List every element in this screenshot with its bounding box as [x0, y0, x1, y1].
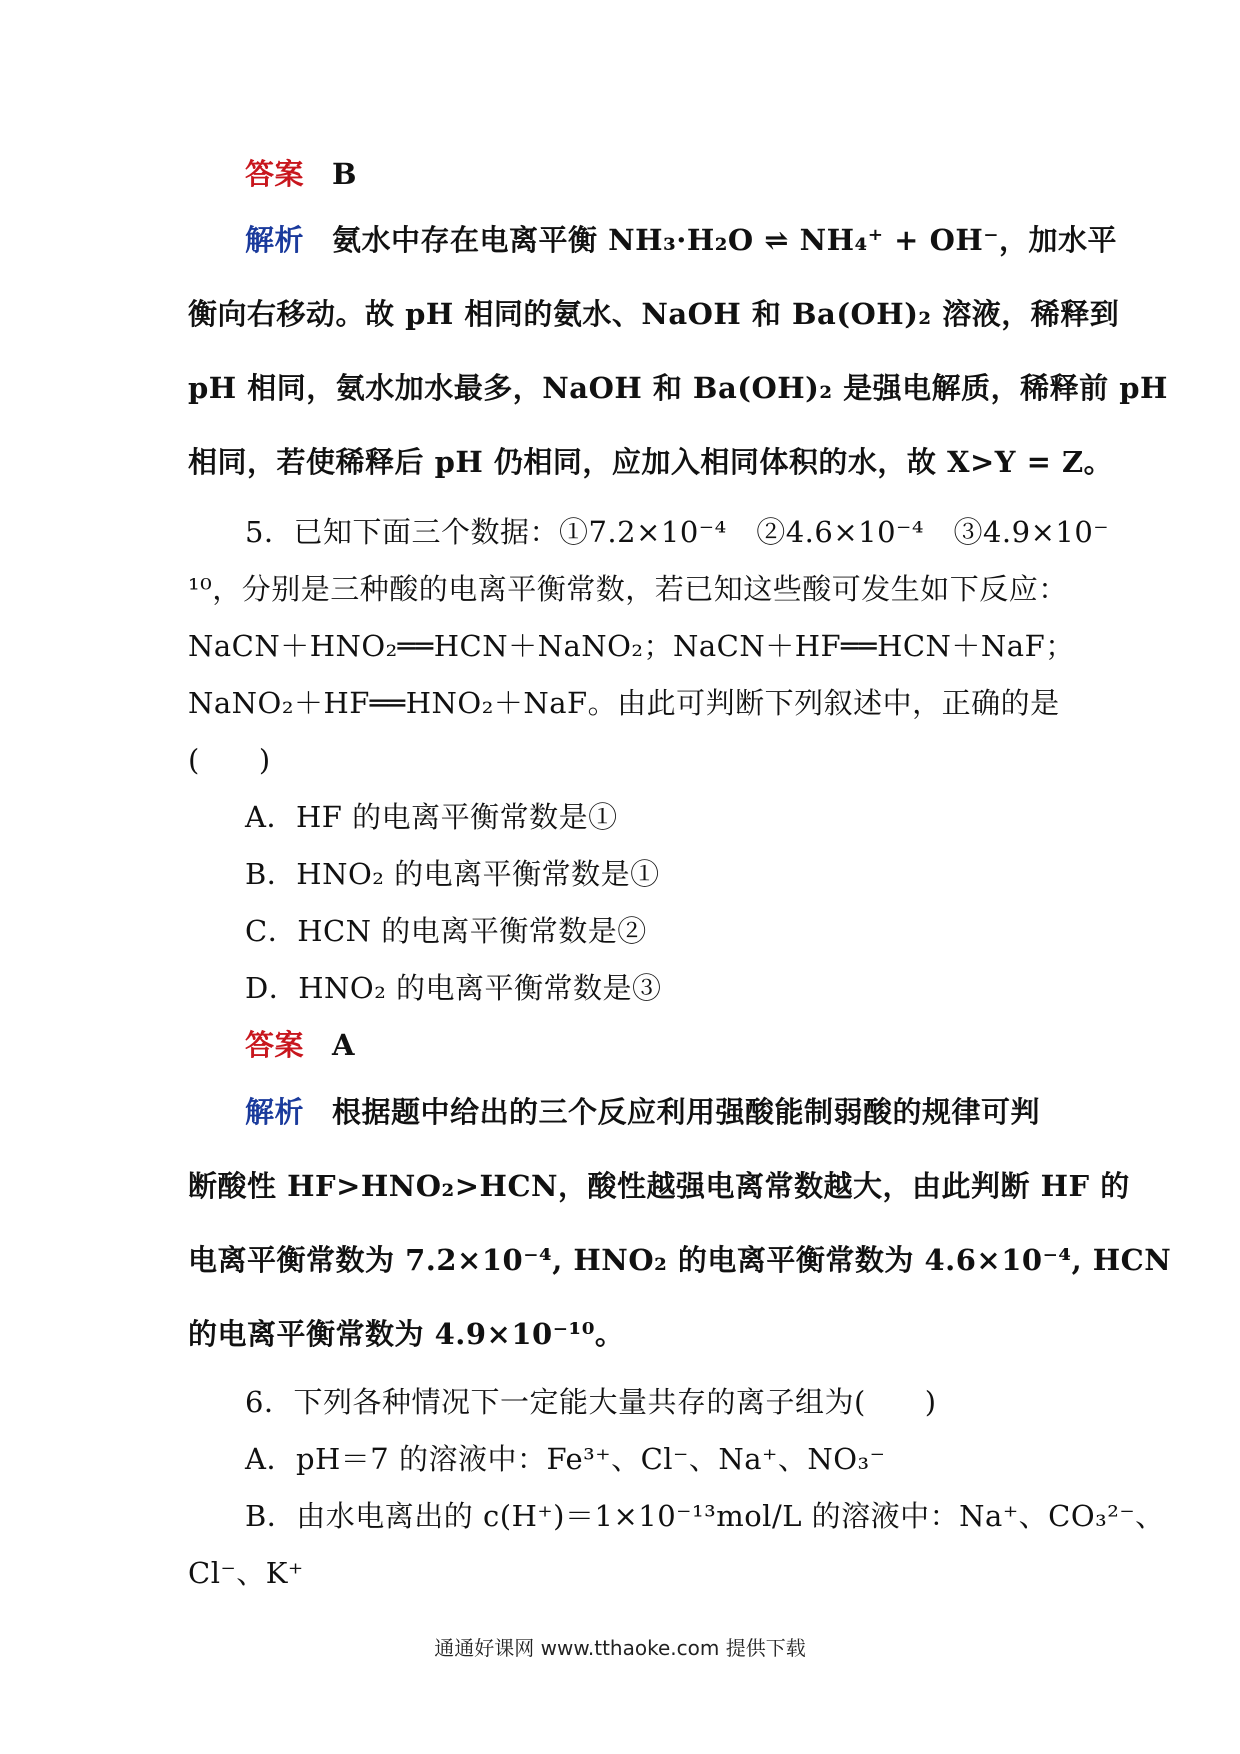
page-footer: 通通好课网 www.tthaoke.com 提供下载: [434, 1636, 806, 1660]
analysis-1-line-3: pH 相同，氨水加水最多，NaOH 和 Ba(OH)₂ 是强电解质，稀释前 pH: [188, 371, 1168, 405]
question-5-option-b: B．HNO₂ 的电离平衡常数是①: [245, 857, 660, 891]
question-5-line-2: ¹⁰，分别是三种酸的电离平衡常数，若已知这些酸可发生如下反应：: [188, 572, 1068, 606]
answer-value: B: [332, 157, 358, 191]
analysis-label: 解析: [245, 223, 305, 257]
question-6-option-b-line-2: Cl⁻、K⁺: [188, 1556, 304, 1590]
analysis-label: 解析: [245, 1095, 305, 1129]
answer-line-1: [245, 152, 357, 193]
analysis-2-line-3: 电离平衡常数为 7.2×10⁻⁴, HNO₂ 的电离平衡常数为 4.6×10⁻⁴, HCN: [188, 1243, 1172, 1277]
question-5-line-4: NaNO₂＋HF══HNO₂＋NaF。由此可判断下列叙述中，正确的是: [188, 686, 1060, 720]
analysis-2-line-2: 断酸性 HF>HNO₂>HCN，酸性越强电离常数越大，由此判断 HF 的: [188, 1169, 1130, 1203]
answer-value: A: [332, 1028, 356, 1062]
analysis-1-line-1: [245, 218, 1117, 259]
analysis-2-line-1: [245, 1090, 1040, 1131]
question-5-bracket: ( ): [188, 743, 271, 777]
analysis-text: 根据题中给出的三个反应利用强酸能制弱酸的规律可判: [332, 1095, 1041, 1129]
question-5-option-d: D．HNO₂ 的电离平衡常数是③: [245, 971, 662, 1005]
question-6-option-b-line-1: B．由水电离出的 c(H⁺)＝1×10⁻¹³mol/L 的溶液中：Na⁺、CO₃²⁻、: [245, 1499, 1165, 1533]
analysis-2-line-4: 的电离平衡常数为 4.9×10⁻¹⁰。: [188, 1317, 625, 1351]
answer-label: 答案: [245, 1028, 305, 1062]
analysis-text: 氨水中存在电离平衡 NH₃·H₂O ⇌ NH₄⁺ + OH⁻，加水平: [332, 223, 1118, 257]
analysis-1-line-2: 衡向右移动。故 pH 相同的氨水、NaOH 和 Ba(OH)₂ 溶液，稀释到: [188, 297, 1120, 331]
question-5-line-3: NaCN＋HNO₂══HCN＋NaNO₂；NaCN＋HF══HCN＋NaF；: [188, 629, 1075, 663]
question-6-option-a: A．pH＝7 的溶液中：Fe³⁺、Cl⁻、Na⁺、NO₃⁻: [245, 1442, 886, 1476]
question-6-line-1: 6．下列各种情况下一定能大量共存的离子组为( ): [245, 1385, 937, 1419]
question-5-line-1: 5．已知下面三个数据：①7.2×10⁻⁴ ②4.6×10⁻⁴ ③4.9×10⁻: [245, 515, 1110, 549]
question-5-option-c: C．HCN 的电离平衡常数是②: [245, 914, 647, 948]
answer-label: 答案: [245, 157, 305, 191]
answer-line-2: [245, 1023, 355, 1064]
analysis-1-line-4: 相同，若使稀释后 pH 仍相同，应加入相同体积的水，故 X>Y = Z。: [188, 445, 1114, 479]
question-5-option-a: A．HF 的电离平衡常数是①: [245, 800, 618, 834]
